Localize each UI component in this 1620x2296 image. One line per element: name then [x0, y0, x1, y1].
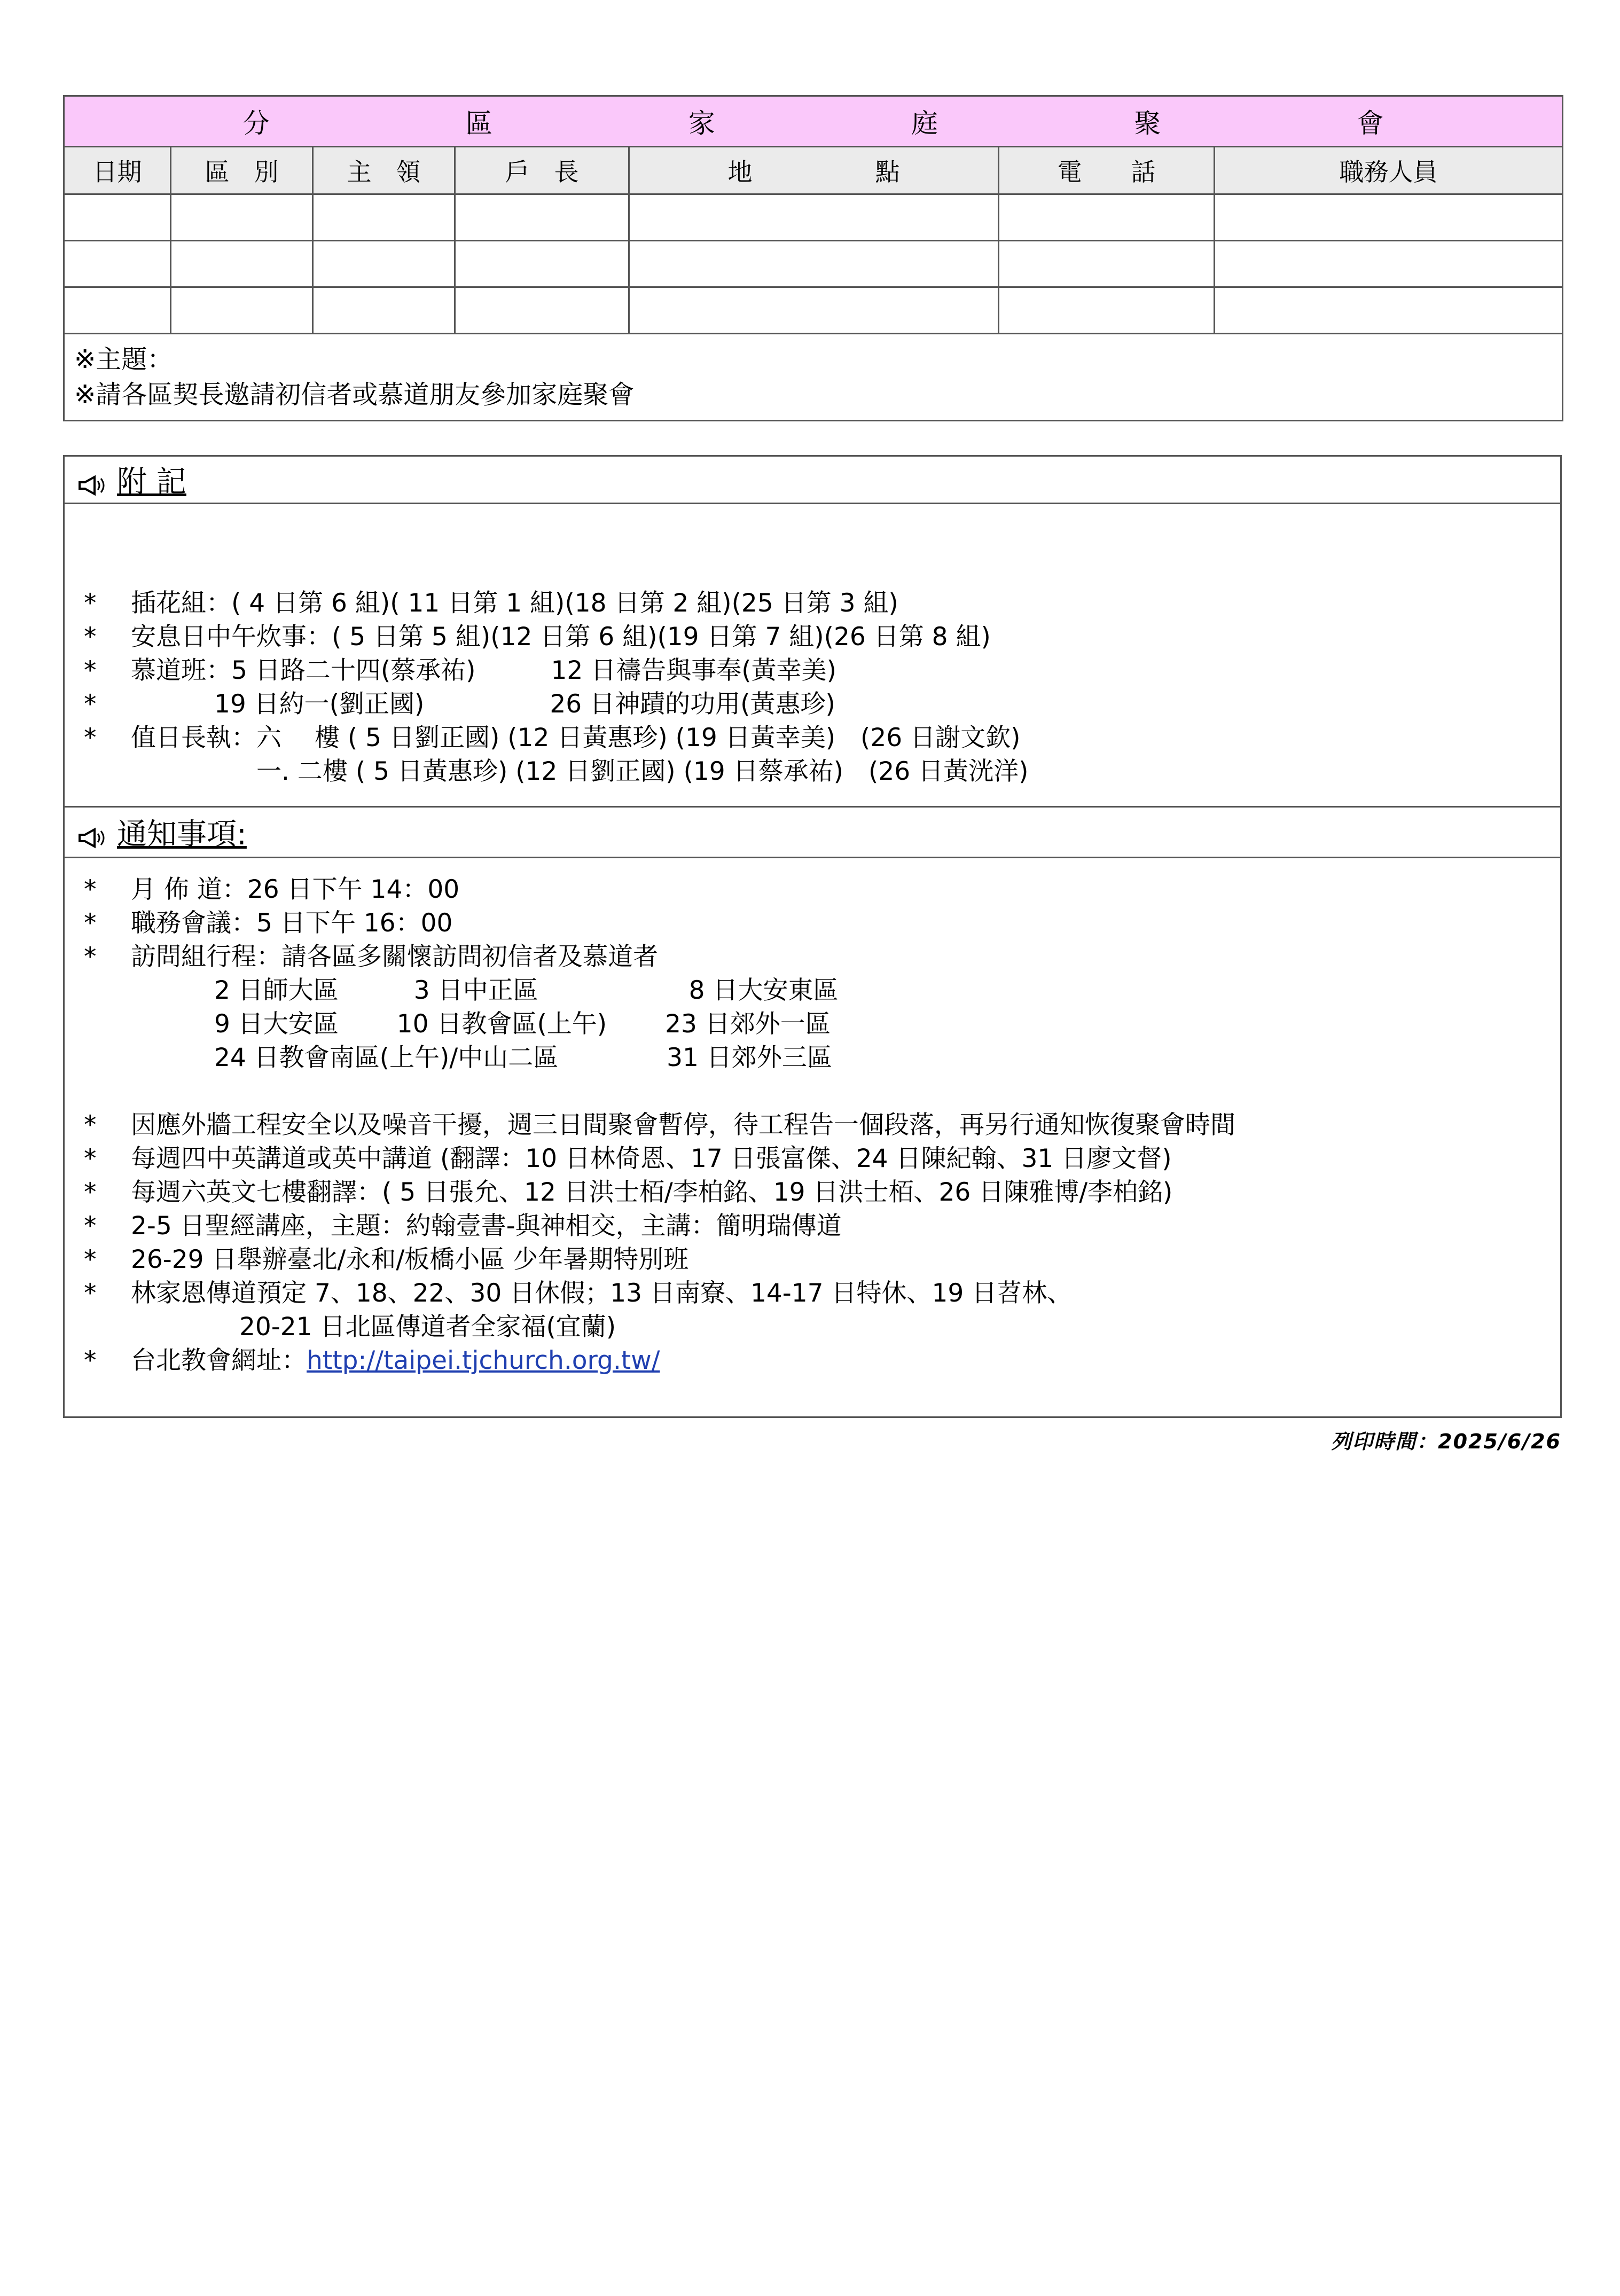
- appendix-title: 附 記: [117, 465, 186, 499]
- title-char: 分: [242, 108, 270, 139]
- header-householder: 戶 長: [455, 147, 629, 194]
- title-char: 庭: [911, 108, 938, 139]
- notices-header: [65, 808, 1560, 858]
- header-phone: 電 話: [999, 147, 1215, 194]
- header-district: 區 別: [171, 147, 313, 194]
- table-row: [64, 287, 1563, 334]
- notices-title: 通知事項:: [117, 817, 247, 852]
- theme-label: ※主題：: [74, 344, 173, 374]
- header-leader: 主 領: [313, 147, 455, 194]
- appendix-header: [65, 457, 1560, 504]
- title-char: 區: [465, 108, 492, 139]
- title-char: 家: [688, 108, 715, 139]
- table-title: [64, 96, 1563, 147]
- appendix-section: 附 記 * 插花組：( 4 日第 6 組)( 11 日第 1 組)(18 日第 2 組)(25 日第 3 組) * 安息日中午炊事：( 5 日第 5 組)(12 日第 6 組)(19 日第 7 組)(26 日第 8 組) * 慕道班：5 日路二十四(蔡承祐) 12 日禱告與事奉(黃幸美) * 19 日約一(劉正國) 26 日神蹟的功用(黃惠珍) * 值日長執：六 樓 ( 5 日劉正國) (12 日黃惠珍) (19 日黃幸美) (26 日謝文欽) 一. 二樓 ( 5 日黃惠珍) (12 日劉正國) (19 日蔡承祐) (26 日黃洸洋): [63, 455, 1562, 808]
- website-link[interactable]: http://taipei.tjchurch.org.tw/: [307, 1346, 660, 1375]
- megaphone-icon: [77, 469, 108, 490]
- header-date: 日期: [64, 147, 171, 194]
- website-label: 台北教會網址：: [131, 1346, 307, 1375]
- header-location: 地 點: [629, 147, 999, 194]
- family-gathering-table: [63, 95, 1563, 421]
- invite-note: ※請各區契長邀請初信者或慕道朋友參加家庭聚會: [74, 380, 635, 410]
- gathering-notes: [64, 334, 1563, 421]
- print-time: 列印時間：2025/6/26: [1331, 1430, 1561, 1453]
- megaphone-icon: [77, 821, 108, 843]
- header-staff: 職務人員: [1215, 147, 1563, 194]
- table-row: [64, 194, 1563, 241]
- title-char: 聚: [1134, 108, 1161, 139]
- table-row: [64, 241, 1563, 287]
- family-gathering-section: [63, 95, 1562, 421]
- title-char: 會: [1357, 108, 1384, 139]
- notices-section: 通知事項: * 月 佈 道：26 日下午 14：00 * 職務會議：5 日下午 16：00 * 訪問組行程：請各區多關懷訪問初信者及慕道者 2 日師大區 3 日中正區 8 日大安東區 9 日大安區 10 日教會區(上午) 23 日郊外一區 24 日教會南區(上午)/中山二區 31 日郊外三區 * 因應外牆工程安全以及噪音干擾，週三日間聚會暫停，待工程告一個段落，再另行通知恢復聚會時間 * 每週四中英講道或英中講道 (翻譯：10 日林倚恩、17 日張富傑、24 日陳紀翰、31 日廖文督) * 每週六英文七樓翻譯：( 5 日張允、12 日洪士栢/李柏銘、19 日洪士栢、26 日陳雅博/李柏銘) * 2-5 日聖經講座，主題：約翰壹書-與神相交，主講：簡明瑞傳道 * 26-29 日舉辦臺北/永和/板橋小區 少年暑期特別班 * 林家恩傳道預定 7、18、22、30 日休假；13 日南寮、14-17 日特休、19 日苕林、 20-21 日北區傳道者全家福(宜蘭) * 台北教會網址：http://taipei.tjchurch.org.tw/: [63, 806, 1562, 1418]
